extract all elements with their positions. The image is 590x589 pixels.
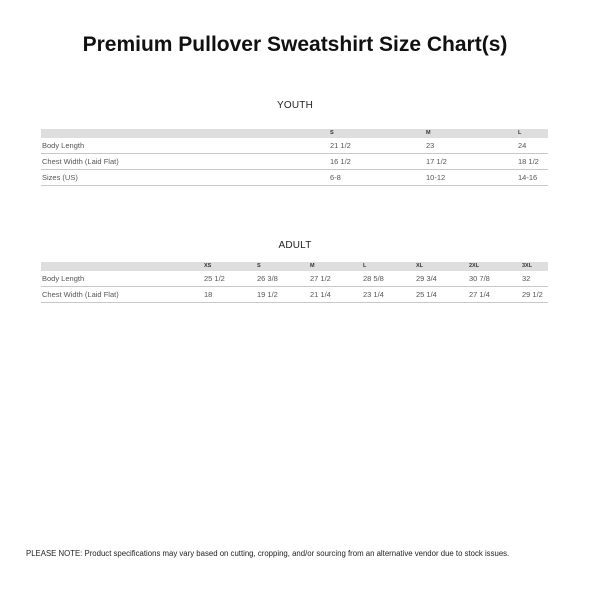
- row-label: Chest Width (Laid Flat): [41, 154, 330, 170]
- table-row: [41, 287, 548, 303]
- column-header: S: [257, 262, 310, 271]
- table-cell: 21 1/4: [310, 287, 363, 303]
- table-cell: 16 1/2: [330, 154, 426, 170]
- table-cell: 28 5/8: [363, 271, 416, 287]
- column-header: XL: [416, 262, 469, 271]
- table-cell: 6-8: [330, 170, 426, 186]
- row-label: Body Length: [41, 138, 330, 154]
- table-cell: 23 1/4: [363, 287, 416, 303]
- column-header: [41, 129, 330, 138]
- table-row: [41, 170, 548, 186]
- column-header: 2XL: [469, 262, 522, 271]
- column-header: L: [518, 129, 548, 138]
- page-title: Premium Pullover Sweatshirt Size Chart(s): [82, 33, 508, 56]
- table-cell: 18 1/2: [518, 154, 548, 170]
- youth-section-title: YOUTH: [277, 100, 313, 111]
- table-cell: 26 3/8: [257, 271, 310, 287]
- table-cell: 30 7/8: [469, 271, 522, 287]
- row-label: Body Length: [41, 271, 204, 287]
- table-row: [41, 138, 548, 154]
- table-cell: 19 1/2: [257, 287, 310, 303]
- table-cell: 27 1/2: [310, 271, 363, 287]
- table-cell: 23: [426, 138, 518, 154]
- column-header: 3XL: [522, 262, 548, 271]
- column-header: S: [330, 129, 426, 138]
- table-cell: 18: [204, 287, 257, 303]
- table-cell: 29 1/2: [522, 287, 548, 303]
- column-header: [41, 262, 204, 271]
- table-cell: 14-16: [518, 170, 548, 186]
- table-cell: 32: [522, 271, 548, 287]
- table-cell: 29 3/4: [416, 271, 469, 287]
- table-cell: 24: [518, 138, 548, 154]
- disclaimer-note: PLEASE NOTE: Product specifications may vary based on cutting, cropping, and/or sourcing from an alternative vendor due to stock issues.: [26, 549, 510, 558]
- adult-size-table: [41, 262, 548, 303]
- row-label: Chest Width (Laid Flat): [41, 287, 204, 303]
- adult-section-title: ADULT: [278, 240, 312, 251]
- table-cell: 25 1/4: [416, 287, 469, 303]
- row-label: Sizes (US): [41, 170, 330, 186]
- table-cell: 27 1/4: [469, 287, 522, 303]
- table-cell: 21 1/2: [330, 138, 426, 154]
- table-header-row: [41, 129, 548, 138]
- column-header: M: [426, 129, 518, 138]
- column-header: M: [310, 262, 363, 271]
- table-header-row: [41, 262, 548, 271]
- table-row: [41, 271, 548, 287]
- youth-size-table: [41, 129, 548, 186]
- column-header: XS: [204, 262, 257, 271]
- column-header: L: [363, 262, 416, 271]
- table-cell: 25 1/2: [204, 271, 257, 287]
- table-cell: 17 1/2: [426, 154, 518, 170]
- table-row: [41, 154, 548, 170]
- table-cell: 10-12: [426, 170, 518, 186]
